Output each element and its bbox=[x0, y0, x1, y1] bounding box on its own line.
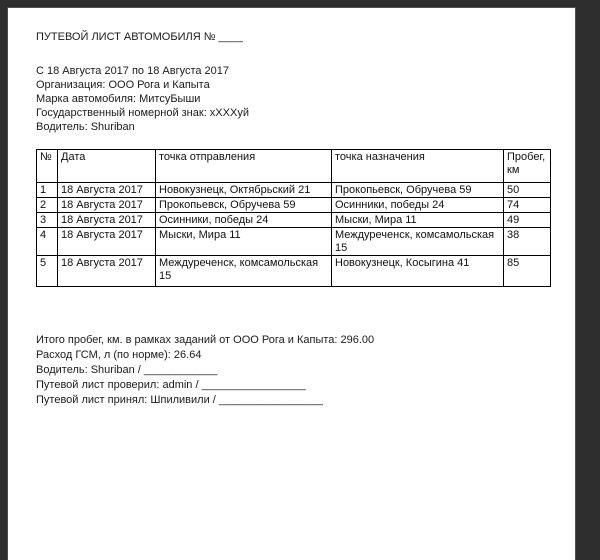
col-header-destination: точка назначения bbox=[332, 150, 504, 183]
table-row bbox=[37, 198, 551, 213]
document-footer bbox=[36, 333, 559, 408]
cell-destination: Прокопьевск, Обручева 59 bbox=[332, 183, 504, 198]
col-header-date: Дата bbox=[58, 150, 156, 183]
header-line-period: С 18 Августа 2017 по 18 Августа 2017 bbox=[36, 65, 230, 77]
cell-origin: Прокопьевск, Обручева 59 bbox=[156, 198, 332, 213]
footer-line-checked-by-signature: Путевой лист проверил: admin / _________________ bbox=[36, 379, 306, 391]
cell-origin: Междуреченск, комсамольская 15 bbox=[156, 256, 332, 287]
cell-mileage: 85 bbox=[504, 256, 551, 287]
col-header-mileage: Пробег, км bbox=[504, 150, 551, 183]
document-title: ПУТЕВОЙ ЛИСТ АВТОМОБИЛЯ № ____ bbox=[36, 31, 244, 43]
cell-destination: Мыски, Мира 11 bbox=[332, 213, 504, 228]
table-header-row bbox=[37, 150, 551, 183]
header-line-car-brand: Марка автомобиля: МитсуБыши bbox=[36, 93, 201, 105]
cell-mileage: 38 bbox=[504, 228, 551, 256]
table-row bbox=[37, 183, 551, 198]
cell-destination: Осинники, победы 24 bbox=[332, 198, 504, 213]
table-row bbox=[37, 256, 551, 287]
footer-line-driver-signature: Водитель: Shuriban / ____________ bbox=[36, 364, 218, 376]
document-header bbox=[36, 64, 559, 134]
cell-date: 18 Августа 2017 bbox=[58, 213, 156, 228]
header-line-license-plate: Государственный номерной знак: xXXXуй bbox=[36, 107, 249, 119]
cell-number: 4 bbox=[37, 228, 58, 256]
cell-origin: Новокузнецк, Октябрьский 21 bbox=[156, 183, 332, 198]
cell-mileage: 74 bbox=[504, 198, 551, 213]
cell-date: 18 Августа 2017 bbox=[58, 198, 156, 213]
document-page bbox=[8, 8, 575, 560]
trips-table bbox=[36, 149, 551, 287]
col-header-number: № bbox=[37, 150, 58, 183]
cell-destination: Новокузнецк, Косыгина 41 bbox=[332, 256, 504, 287]
cell-date: 18 Августа 2017 bbox=[58, 228, 156, 256]
cell-origin: Мыски, Мира 11 bbox=[156, 228, 332, 256]
cell-date: 18 Августа 2017 bbox=[58, 256, 156, 287]
cell-mileage: 49 bbox=[504, 213, 551, 228]
cell-destination: Междуреченск, комсамольская 15 bbox=[332, 228, 504, 256]
cell-origin: Осинники, победы 24 bbox=[156, 213, 332, 228]
cell-number: 5 bbox=[37, 256, 58, 287]
footer-line-fuel-consumption: Расход ГСМ, л (по норме): 26.64 bbox=[36, 349, 202, 361]
table-row bbox=[37, 213, 551, 228]
header-line-organization: Организация: ООО Рога и Капыта bbox=[36, 79, 210, 91]
footer-line-total-mileage: Итого пробег, км. в рамках заданий от ООО Рога и Капыта: 296.00 bbox=[36, 334, 375, 346]
footer-line-accepted-by-signature: Путевой лист принял: Шпиливили / _________________ bbox=[36, 394, 323, 406]
table-row bbox=[37, 228, 551, 256]
cell-date: 18 Августа 2017 bbox=[58, 183, 156, 198]
header-line-driver: Водитель: Shuriban bbox=[36, 121, 135, 133]
cell-number: 2 bbox=[37, 198, 58, 213]
col-header-origin: точка отправления bbox=[156, 150, 332, 183]
cell-number: 3 bbox=[37, 213, 58, 228]
cell-number: 1 bbox=[37, 183, 58, 198]
cell-mileage: 50 bbox=[504, 183, 551, 198]
